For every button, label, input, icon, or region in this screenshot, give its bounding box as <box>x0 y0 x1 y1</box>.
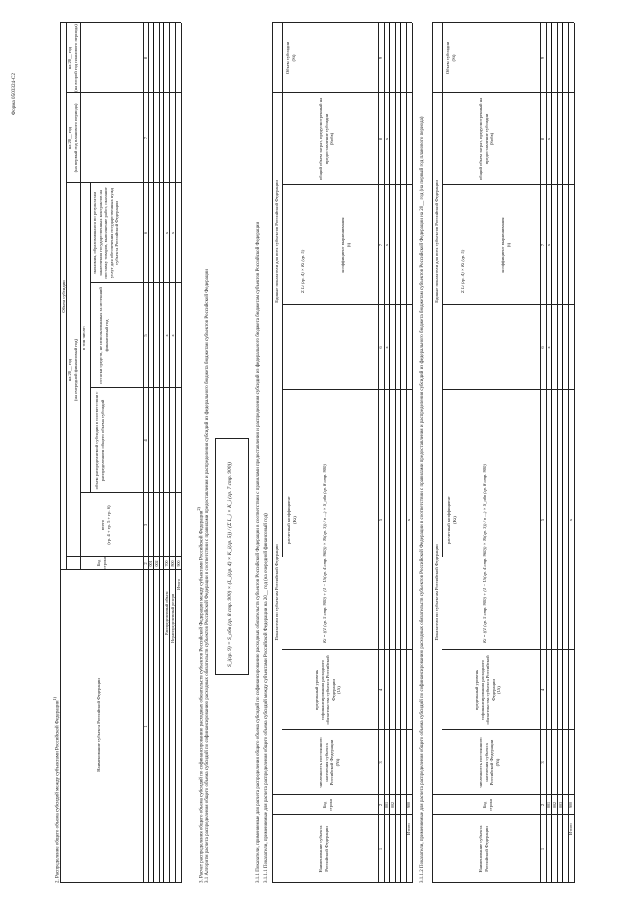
s2-header-code: Код строки <box>96 557 107 569</box>
s2-row-code: 900 <box>176 560 181 567</box>
s312-row-code: 002 <box>552 802 557 808</box>
s311-colnum: 4 <box>378 688 383 692</box>
s2-header-col4: объем распределяемой субсидии в соответствии с распределением общего объема субсидий <box>94 391 105 490</box>
s2-header-total: всего (гр. 4 + гр. 5 + гр. 6) <box>100 505 111 545</box>
s2-cell-x: x <box>170 231 175 235</box>
s311-header-col6: коэффициент выравнивания (t) <box>340 217 351 273</box>
s2-row-total: Итого <box>176 578 181 590</box>
s2-row-undistributed: Нераспределенный резерв <box>170 593 175 643</box>
s311-sum-formula: Σ Li (гр. 4) × Ki (гр. 5) <box>300 249 305 293</box>
s311-coef-formula: Ki = ((1 (гр. 5 стр. 900) + (1 − Ui(гр. 4 стр. 960)) × Ni(гр. 3)) / n ...) × S_обв (гр. 8 стр. 900) <box>322 464 327 643</box>
s312-header-name: Наименование субъекта Российской Федерации <box>478 825 489 873</box>
allocation-formula: S_i(гр. 9) = S_обв (гр. 8 стр. 900) × (L_i(гр. 4) × K_i(гр. 5)) / (Σ L_i × K_i (гр. 7 стр. 900)) <box>227 462 233 667</box>
s312-row-code: 900 <box>568 802 573 808</box>
s2-header-volume: Объем субсидии <box>61 280 66 313</box>
s2-colnum: 3 <box>143 523 148 527</box>
s311-header-coef: расчетный коэффициент (Ki) <box>286 496 297 544</box>
s312-cell-x: x <box>546 137 551 141</box>
s312-colnum: 3 <box>540 761 545 764</box>
s312-cell-x: x <box>546 346 551 349</box>
s2-colnum: 5 <box>143 334 148 337</box>
s312-header-col4: предельный уровень софинансирования расходного обязательства субъекта Российской Федерации (Ui) <box>474 655 502 725</box>
s311-colnum: 1 <box>378 847 383 851</box>
s311-header-col3: численность постоянного населения субъекта Российской Федерации (Ni) <box>318 737 340 788</box>
s311-cell-x: x <box>406 518 411 522</box>
s312-header-col8: общий объем затрат, предусмотренный на предоставление субсидии (Sобв) <box>478 97 495 181</box>
s312-total-label: Итого <box>568 823 573 835</box>
s2-row-distributed: Распределенный объем <box>164 591 169 635</box>
s2-header-col6: экономия, образовавшаяся по результатам заключения государственных контрактов на поставку товаров, выполнение работ, оказание услуг для обеспечения государственных нужд субъекта Российской Федерации <box>92 187 120 279</box>
s312-header-volume: Объем субсидии (Si) <box>445 41 456 75</box>
s311-colnum: 3 <box>378 761 383 764</box>
s2-colnum: 2 <box>143 562 148 565</box>
s311-header-col8: общий объем затрат, предусмотренный на предоставление субсидии (Sобв) <box>318 97 335 181</box>
form-id: Форма 0503324-С2 <box>11 73 17 115</box>
s2-colnum: 8 <box>143 56 148 60</box>
s312-colnum: 2 <box>540 803 545 807</box>
s2-header-col5: остатки средств, не использованных за истекший финансовый год <box>98 287 109 384</box>
s2-header-year2: на 20__ год (на первый год планового периода) <box>67 103 78 173</box>
s312-colnum: 6 <box>540 346 545 349</box>
s311-header-name: Наименование субъекта Российской Федерации <box>318 825 329 873</box>
s311-cell-x: x <box>384 243 389 247</box>
s312-colnum: 7 <box>540 243 545 247</box>
s312-coef-formula: Ki = ((1 (гр. 5 стр. 900) + (1 − Ui(гр. 4 стр. 960)) × Ni(гр. 3)) / n ...) × S_обв (гр. 8 стр. 900) <box>482 464 487 643</box>
s311-colnum: 9 <box>378 56 383 60</box>
s312-colnum: 4 <box>540 688 545 692</box>
s312-header-indicators: Показатели по субъектам Российской Федерации <box>434 544 439 641</box>
s311-header-col4: предельный уровень софинансирования расходного обязательства субъекта Российской Федерации (Ui) <box>314 655 342 725</box>
s2-colnum: 1 <box>143 725 148 728</box>
s312-row-code: 001 <box>546 802 551 808</box>
section3112-title: 3.1.1.2 Показатели, применяемые для расчета распределения общего объема субсидий по софинансированию расходных обязательств субъектов Российской Федерации в соответствии с правилами предоставления и распределения субсидий из федерального бюджета бюджетам субъектов Российской Федерации на 20__ год (на первый год планового периода) <box>420 116 425 883</box>
s312-header-col3: численность постоянного населения субъекта Российской Федерации (Ni) <box>478 737 500 788</box>
s312-header-common: Единые показатели для всех субъектов Российской Федерации <box>434 180 439 303</box>
s312-sum-formula: Σ Li (гр. 4) × Ki (гр. 5) <box>460 249 465 293</box>
s311-header-code: Код строки <box>322 799 333 811</box>
s2-row-code: 700 <box>164 560 169 567</box>
s2-header-year1: на 20__ год (на очередной финансовый год) <box>67 338 78 402</box>
s312-header-col6: коэффициент выравнивания (t) <box>500 217 511 273</box>
s311-colnum: 6 <box>378 346 383 349</box>
s2-row-code: 800 <box>170 560 175 567</box>
s2-row-code: 001 <box>148 560 153 567</box>
s312-colnum: 8 <box>540 137 545 141</box>
s312-colnum: 9 <box>540 56 545 60</box>
s311-colnum: 5 <box>378 518 383 522</box>
s2-cell-x: x <box>164 334 169 337</box>
s311-header-volume: Объем субсидии (Si) <box>285 41 296 75</box>
s311-cell-x: x <box>384 137 389 141</box>
section31-title: 3.1 Алгоритм расчета распределения общего объема субсидий по софинансированию расходных обязательств субъектов Российской Федерации в соответствии с правилами предоставления и распределения субсидий из федерального бюджета бюджетам субъектов Российской Федерации <box>205 269 210 883</box>
s311-colnum: 2 <box>378 803 383 807</box>
section2-title: 2. Распределение общего объема субсидий между субъектами Российской Федерации$^{1)}$ <box>52 697 61 883</box>
s311-header-common: Единые показатели для всех субъектов Российской Федерации <box>274 180 279 303</box>
s2-header-year3: на 20__ год (на второй год планового периода) <box>67 24 78 92</box>
s2-cell-x: x <box>164 231 169 235</box>
s312-cell-x: x <box>568 518 573 522</box>
s2-header-name: Наименование субъекта Российской Федерации <box>96 678 101 772</box>
s311-header-indicators: Показатели по субъектам Российской Федерации <box>274 544 279 641</box>
s2-row-code: 002 <box>154 560 159 567</box>
s311-colnum: 7 <box>378 243 383 247</box>
s311-colnum: 8 <box>378 137 383 141</box>
s2-cell-x: x <box>170 334 175 337</box>
s312-cell-x: x <box>546 243 551 247</box>
s2-colnum: 6 <box>143 231 148 235</box>
section3-title: 3. Расчет распределения общего объема субсидий по софинансированию расходных обязательств субъектов Российской Федерации между субъектами Российской Федерации$^{2)}$ <box>196 507 205 883</box>
s312-header-coef: расчетный коэффициент (Ki) <box>446 496 457 544</box>
s2-colnum: 7 <box>143 136 148 140</box>
s2-colnum: 4 <box>143 439 148 442</box>
s311-row-code: 900 <box>406 802 411 808</box>
s312-header-code: Код строки <box>482 799 493 811</box>
s311-row-code: 002 <box>390 802 395 808</box>
section311-title: 3.1.1 Показатели, применяемые для расчета распределения общего объема субсидий по софинансированию расходных обязательств субъектов Российской Федерации в соответствии с правилами предоставления и распределения субсидий из федерального бюджета бюджетам субъектов Российской Федерации <box>256 221 261 883</box>
s312-colnum: 5 <box>540 518 545 522</box>
s312-colnum: 1 <box>540 847 545 851</box>
s311-cell-x: x <box>384 346 389 349</box>
s2-header-incl: в том числе: <box>81 326 86 350</box>
s311-row-code: 001 <box>384 802 389 808</box>
s311-total-label: Итого <box>406 823 411 835</box>
section3111-title: 3.1.1.1 Показатели, применяемые для расчета распределения общего объема субсидий между субъектами Российской Федерации на 20__ год (на очередной финансовый год) <box>264 513 269 883</box>
s312-row-code: 003 <box>558 802 563 808</box>
